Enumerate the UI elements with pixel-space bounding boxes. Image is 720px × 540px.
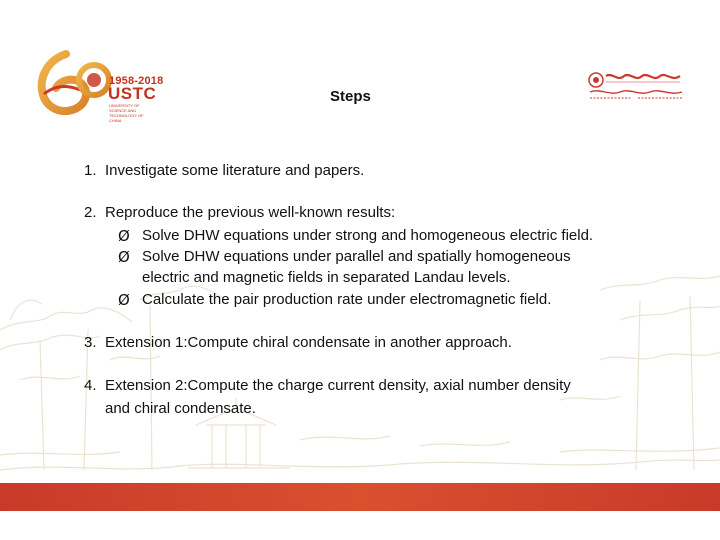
slide-title-text: Steps: [330, 88, 371, 105]
list-item-text: Reproduce the previous well-known results:: [105, 204, 396, 221]
logo-subtitle-text: UNIVERSITY OF SCIENCE AND TECHNOLOGY OF CHINA: [109, 103, 144, 123]
footer-white-strip: [0, 511, 720, 540]
sub-item-text: Solve DHW equations under strong and homogeneous electric field.: [142, 227, 594, 244]
ustc-seal-calligraphy-logo: [588, 70, 684, 104]
logo-name-text: USTC: [108, 84, 157, 103]
sub-item-text: Solve DHW equations under parallel and spatially homogeneous: [142, 248, 571, 265]
footer-red-band: [0, 483, 720, 511]
list-item-2: [84, 204, 395, 222]
list-item-number: 2.: [84, 204, 97, 221]
arrow-bullet-icon: Ø: [118, 248, 130, 266]
sub-item-2-continuation: electric and magnetic fields in separated Landau levels.: [142, 269, 511, 286]
list-item-text: Investigate some literature and papers.: [105, 162, 365, 179]
list-item-text: Extension 1:Compute chiral condensate in another approach.: [105, 334, 512, 351]
list-item-text: Extension 2:Compute the charge current density, axial number density: [105, 377, 571, 394]
logo-years-text: 1958-2018: [109, 75, 164, 87]
list-item-number: 1.: [84, 162, 97, 179]
list-item-4: [84, 377, 571, 395]
sub-item-2: [118, 248, 571, 267]
arrow-bullet-icon: Ø: [118, 291, 130, 309]
list-item-1: [84, 162, 364, 180]
sub-item-3: [118, 291, 552, 310]
sub-item-text: Calculate the pair production rate under electromagnetic field.: [142, 291, 552, 308]
sub-item-1: [118, 227, 594, 246]
list-item-3: [84, 334, 512, 352]
arrow-bullet-icon: Ø: [118, 227, 130, 245]
list-item-4-continuation: and chiral condensate.: [105, 400, 256, 417]
list-item-number: 3.: [84, 334, 97, 351]
list-item-number: 4.: [84, 377, 97, 394]
